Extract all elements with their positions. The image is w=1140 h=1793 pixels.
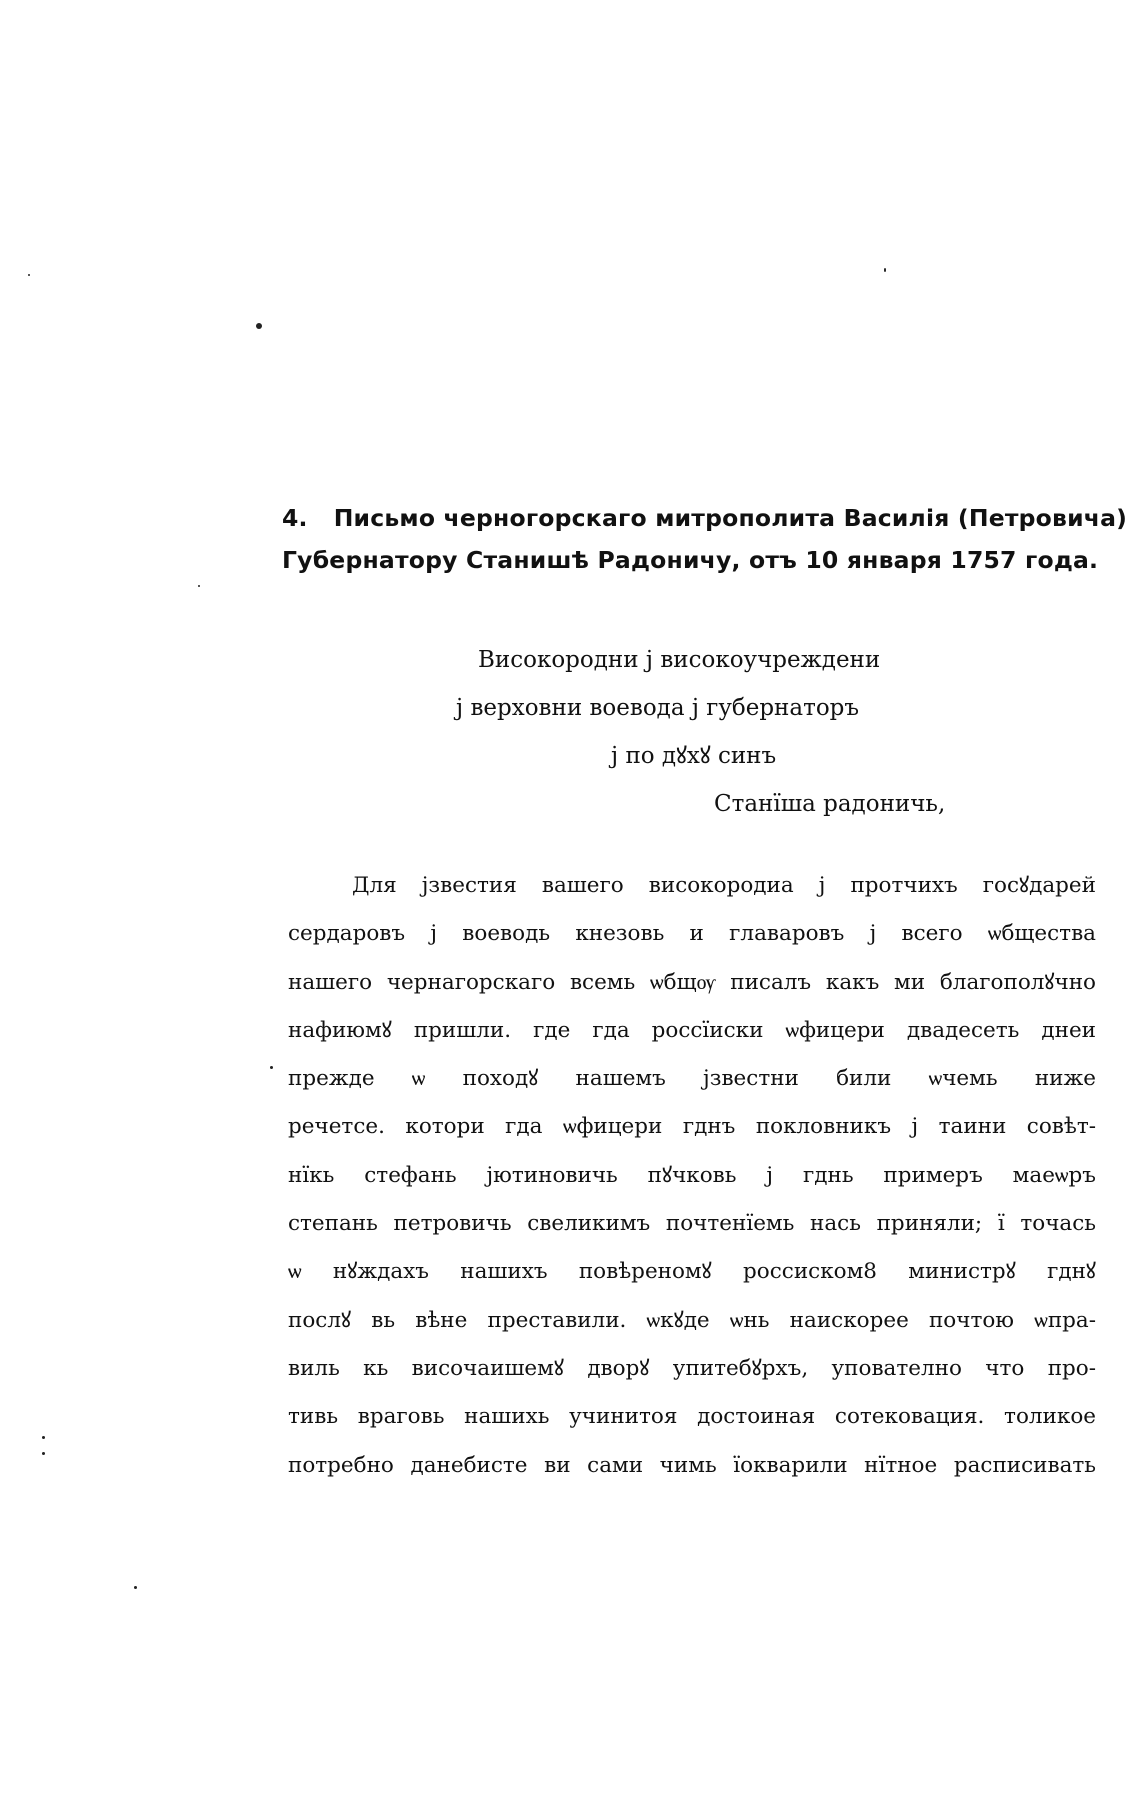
body-line: речетсе. котори гда ѡфицери гднъ покловникъ j таини совѣт- xyxy=(288,1114,1096,1140)
scan-speck xyxy=(42,1452,45,1455)
body-line: нашего чернагорскаго всемь ѡбщѹ писалъ какъ ми благополꙋчно xyxy=(288,969,1096,995)
salutation-line-4: Станїша радоничь, xyxy=(714,791,946,817)
body-line: прежде ѡ походꙋ нашемъ jзвестни били ѡчемь ниже xyxy=(288,1066,1096,1092)
scan-speck xyxy=(884,268,886,272)
scan-speck xyxy=(28,274,30,276)
body-line: сердаровъ j воеводь кнезовь и главаровъ j всего ѡбщества xyxy=(288,921,1096,947)
heading-line-1 xyxy=(282,497,1128,539)
salutation-line-2: j верховни воевода j губернаторъ xyxy=(456,695,860,721)
scan-speck xyxy=(42,1436,45,1439)
salutation-line-1: Високородни j високоучреждени xyxy=(478,647,881,673)
heading-number: 4. xyxy=(282,504,308,532)
body-line: тивь враговь нашихь учинитоя достоиная сотековация. толикое xyxy=(288,1404,1096,1430)
scan-speck xyxy=(256,323,262,329)
letter-body xyxy=(288,862,1096,1490)
scan-speck xyxy=(198,585,200,587)
body-line: степань петровичь свеликимъ почтенїемь нась приняли; ї точась xyxy=(288,1211,1096,1237)
scan-speck xyxy=(134,1586,137,1589)
salutation-line-3: j по дꙋхꙋ синъ xyxy=(611,743,777,769)
body-line: виль кь височаишемꙋ дворꙋ упитебꙋрхъ, упователно что про- xyxy=(288,1355,1096,1381)
scan-speck xyxy=(270,1066,273,1069)
body-line: нїкь стефань jютиновичь пꙋчковь j гднь примеръ маеѡръ xyxy=(288,1162,1096,1188)
body-line: Для jзвестия вашего високородиа j протчихъ госꙋдарей xyxy=(352,873,1096,898)
heading-title-line-1: Письмо черногорскаго митрополита Василія (Петровича) xyxy=(333,504,1128,532)
heading-line-2: Губернатору Станишѣ Радоничу, отъ 10 января 1757 года. xyxy=(282,546,1099,574)
body-line: послꙋ вь вѣне преставили. ѡкꙋде ѡнь наискорее почтою ѡпра- xyxy=(288,1307,1096,1333)
body-line: потребно данебисте ви сами чимь їокварили нїтное расписивать xyxy=(288,1452,1096,1478)
letter-heading xyxy=(282,497,1128,581)
body-line: ѡ нꙋждахъ нашихъ повѣреномꙋ россиском8 министрꙋ гднꙋ xyxy=(288,1259,1096,1285)
body-line: нафиюмꙋ пришли. где гда россїиски ѡфицери двадесеть днеи xyxy=(288,1017,1096,1043)
